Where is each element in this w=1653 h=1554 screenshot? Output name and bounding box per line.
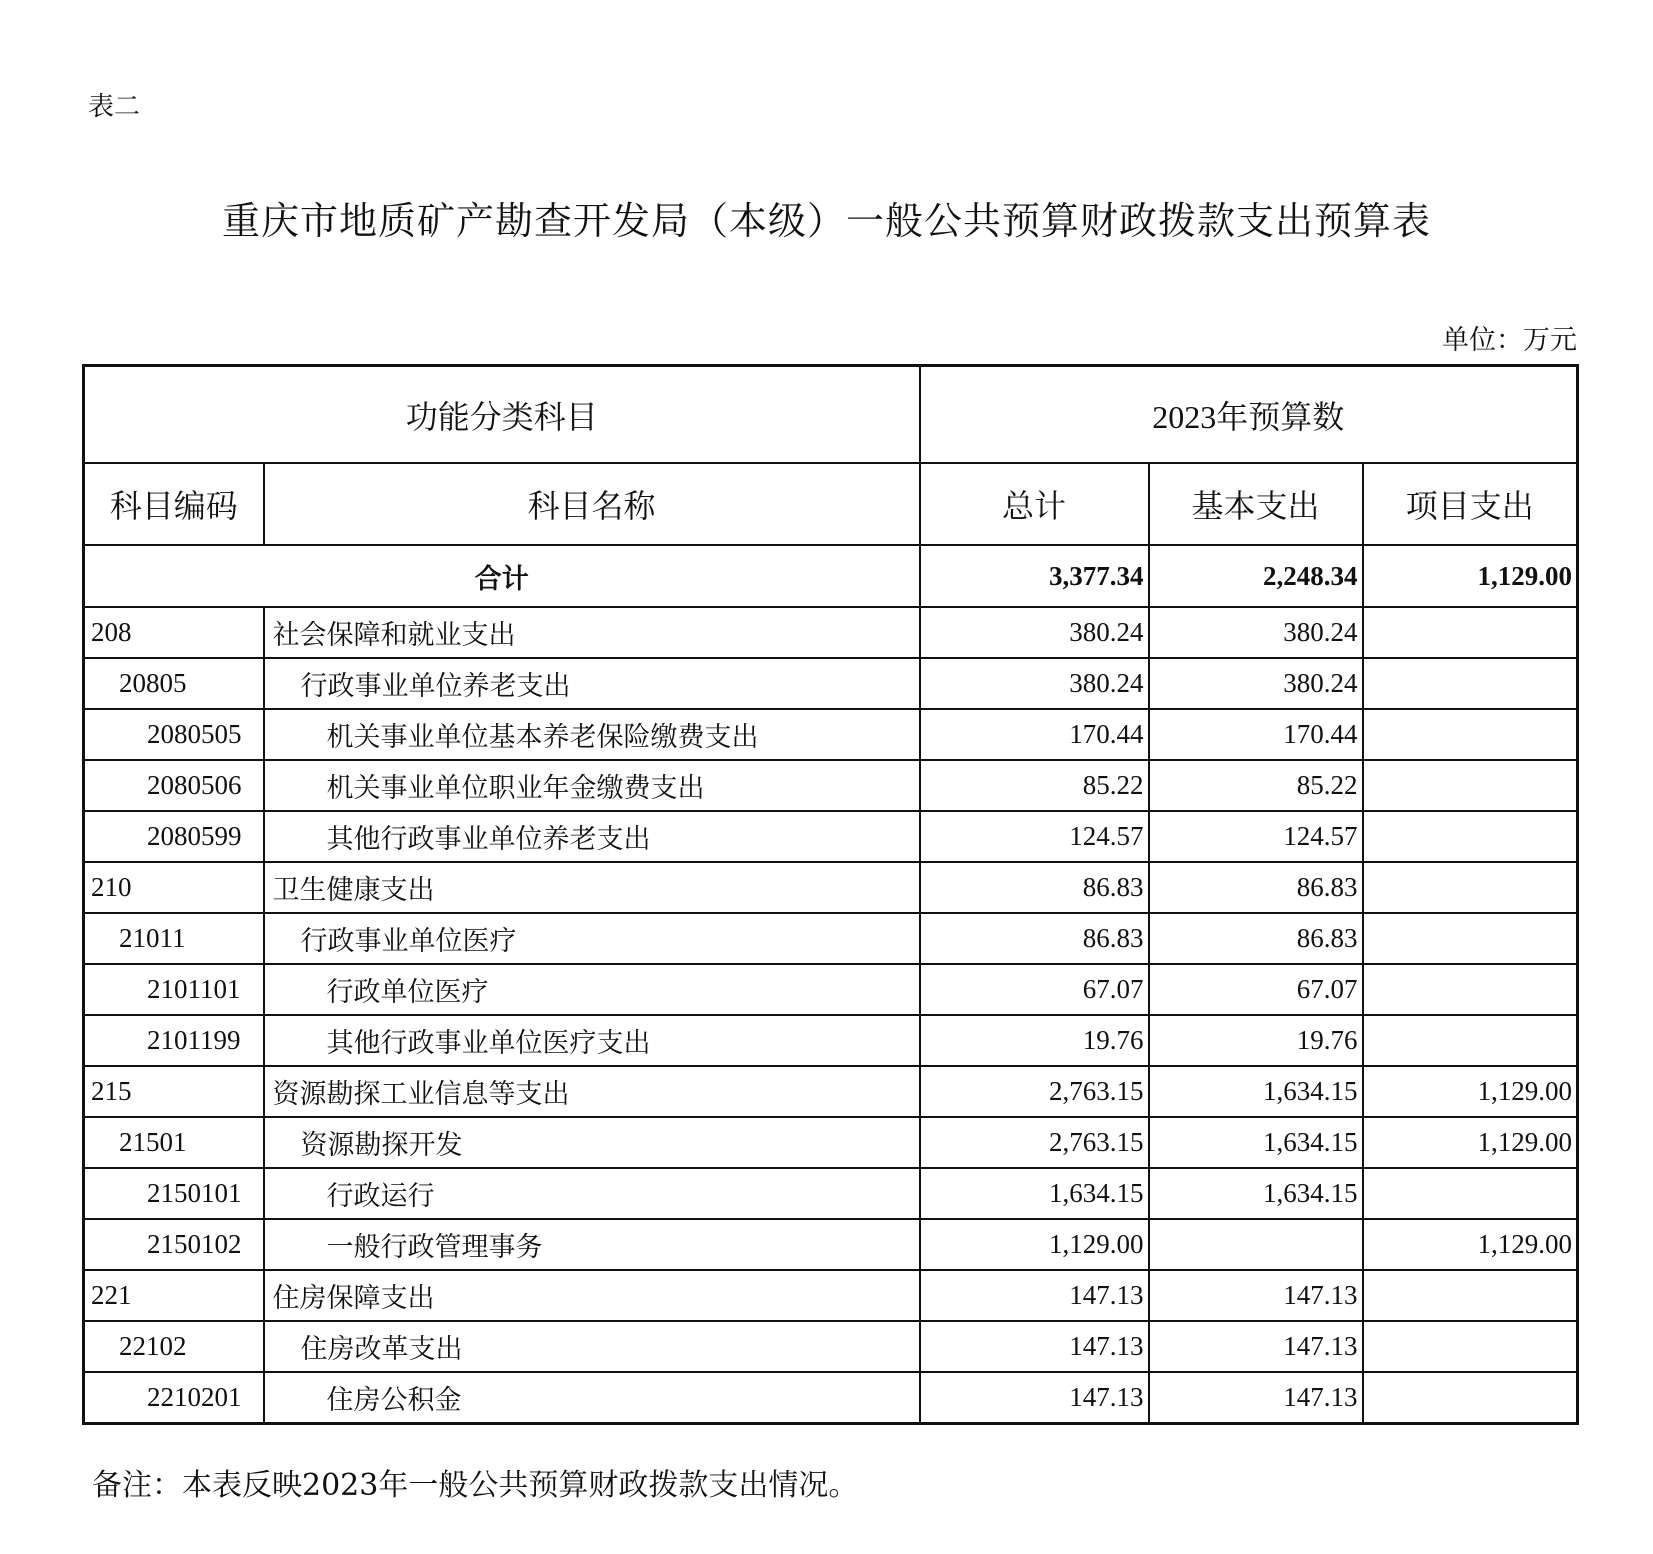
cell-total: 19.76	[920, 1015, 1149, 1066]
cell-basic-expenditure: 124.57	[1149, 811, 1363, 862]
table-row	[84, 1015, 1578, 1066]
cell-subject-code: 2150101	[84, 1168, 264, 1219]
cell-subject-code: 2101101	[84, 964, 264, 1015]
cell-basic-expenditure: 1,634.15	[1149, 1117, 1363, 1168]
cell-subject-name: 行政事业单位医疗	[264, 913, 920, 964]
cell-basic-expenditure: 147.13	[1149, 1321, 1363, 1372]
cell-subject-code: 2080599	[84, 811, 264, 862]
cell-project-expenditure	[1363, 1372, 1578, 1424]
cell-total: 67.07	[920, 964, 1149, 1015]
table-row	[84, 1321, 1578, 1372]
cell-total: 380.24	[920, 607, 1149, 658]
table-row	[84, 1372, 1578, 1424]
total-label: 合计	[84, 545, 920, 607]
cell-subject-name: 住房改革支出	[264, 1321, 920, 1372]
cell-total: 85.22	[920, 760, 1149, 811]
cell-subject-name: 其他行政事业单位养老支出	[264, 811, 920, 862]
total-cell-project: 1,129.00	[1363, 545, 1578, 607]
cell-basic-expenditure: 147.13	[1149, 1270, 1363, 1321]
cell-basic-expenditure: 86.83	[1149, 913, 1363, 964]
cell-total: 86.83	[920, 862, 1149, 913]
cell-subject-code: 208	[84, 607, 264, 658]
header-project-expenditure: 项目支出	[1363, 463, 1578, 545]
table-label: 表二	[88, 92, 141, 122]
table-row	[84, 1270, 1578, 1321]
cell-subject-code: 22102	[84, 1321, 264, 1372]
cell-basic-expenditure: 380.24	[1149, 607, 1363, 658]
cell-basic-expenditure: 1,634.15	[1149, 1168, 1363, 1219]
cell-project-expenditure: 1,129.00	[1363, 1117, 1578, 1168]
remark-note: 备注：本表反映2023年一般公共预算财政拨款支出情况。	[92, 1468, 859, 1503]
header-basic-expenditure: 基本支出	[1149, 463, 1363, 545]
cell-project-expenditure	[1363, 964, 1578, 1015]
cell-subject-name: 一般行政管理事务	[264, 1219, 920, 1270]
cell-basic-expenditure: 19.76	[1149, 1015, 1363, 1066]
cell-basic-expenditure	[1149, 1219, 1363, 1270]
table-row	[84, 964, 1578, 1015]
cell-subject-code: 221	[84, 1270, 264, 1321]
cell-subject-code: 2080505	[84, 709, 264, 760]
cell-subject-name: 资源勘探工业信息等支出	[264, 1066, 920, 1117]
cell-basic-expenditure: 380.24	[1149, 658, 1363, 709]
header-row-group	[84, 366, 1578, 464]
cell-subject-code: 2210201	[84, 1372, 264, 1424]
cell-total: 124.57	[920, 811, 1149, 862]
cell-subject-name: 住房保障支出	[264, 1270, 920, 1321]
header-row-columns	[84, 463, 1578, 545]
cell-project-expenditure	[1363, 1321, 1578, 1372]
cell-total: 147.13	[920, 1270, 1149, 1321]
cell-project-expenditure	[1363, 607, 1578, 658]
cell-project-expenditure	[1363, 1168, 1578, 1219]
cell-basic-expenditure: 170.44	[1149, 709, 1363, 760]
cell-subject-code: 21011	[84, 913, 264, 964]
header-budget-year: 2023年预算数	[920, 366, 1578, 464]
cell-subject-code: 21501	[84, 1117, 264, 1168]
cell-project-expenditure	[1363, 709, 1578, 760]
budget-table	[82, 364, 1579, 1425]
cell-total: 1,129.00	[920, 1219, 1149, 1270]
cell-basic-expenditure: 147.13	[1149, 1372, 1363, 1424]
header-subject-name: 科目名称	[264, 463, 920, 545]
cell-subject-code: 2150102	[84, 1219, 264, 1270]
cell-basic-expenditure: 86.83	[1149, 862, 1363, 913]
table-row	[84, 913, 1578, 964]
header-total: 总计	[920, 463, 1149, 545]
cell-project-expenditure: 1,129.00	[1363, 1066, 1578, 1117]
total-cell-total: 3,377.34	[920, 545, 1149, 607]
cell-basic-expenditure: 85.22	[1149, 760, 1363, 811]
table-row	[84, 607, 1578, 658]
cell-subject-code: 215	[84, 1066, 264, 1117]
total-cell-basic: 2,248.34	[1149, 545, 1363, 607]
cell-total: 380.24	[920, 658, 1149, 709]
table-row	[84, 1168, 1578, 1219]
cell-subject-name: 其他行政事业单位医疗支出	[264, 1015, 920, 1066]
cell-subject-code: 20805	[84, 658, 264, 709]
cell-total: 1,634.15	[920, 1168, 1149, 1219]
cell-project-expenditure	[1363, 760, 1578, 811]
cell-project-expenditure	[1363, 913, 1578, 964]
table-row	[84, 709, 1578, 760]
page-title: 重庆市地质矿产勘查开发局（本级）一般公共预算财政拨款支出预算表	[221, 199, 1431, 243]
cell-project-expenditure: 1,129.00	[1363, 1219, 1578, 1270]
cell-subject-code: 2101199	[84, 1015, 264, 1066]
table-row	[84, 760, 1578, 811]
cell-subject-name: 机关事业单位基本养老保险缴费支出	[264, 709, 920, 760]
cell-project-expenditure	[1363, 862, 1578, 913]
cell-total: 2,763.15	[920, 1066, 1149, 1117]
cell-basic-expenditure: 1,634.15	[1149, 1066, 1363, 1117]
cell-basic-expenditure: 67.07	[1149, 964, 1363, 1015]
cell-subject-name: 行政事业单位养老支出	[264, 658, 920, 709]
table-row	[84, 862, 1578, 913]
cell-subject-name: 住房公积金	[264, 1372, 920, 1424]
header-subject-code: 科目编码	[84, 463, 264, 545]
cell-project-expenditure	[1363, 811, 1578, 862]
cell-subject-code: 210	[84, 862, 264, 913]
cell-subject-name: 机关事业单位职业年金缴费支出	[264, 760, 920, 811]
cell-total: 2,763.15	[920, 1117, 1149, 1168]
cell-project-expenditure	[1363, 1270, 1578, 1321]
cell-subject-name: 社会保障和就业支出	[264, 607, 920, 658]
cell-subject-name: 行政运行	[264, 1168, 920, 1219]
table-row	[84, 811, 1578, 862]
header-function-classification: 功能分类科目	[84, 366, 920, 464]
table-row	[84, 658, 1578, 709]
table-row	[84, 1117, 1578, 1168]
cell-subject-name: 卫生健康支出	[264, 862, 920, 913]
table-row	[84, 1066, 1578, 1117]
total-row	[84, 545, 1578, 607]
unit-label: 单位：万元	[1442, 325, 1577, 356]
cell-subject-name: 行政单位医疗	[264, 964, 920, 1015]
cell-project-expenditure	[1363, 1015, 1578, 1066]
cell-subject-code: 2080506	[84, 760, 264, 811]
cell-total: 170.44	[920, 709, 1149, 760]
cell-total: 86.83	[920, 913, 1149, 964]
cell-total: 147.13	[920, 1321, 1149, 1372]
cell-subject-name: 资源勘探开发	[264, 1117, 920, 1168]
table-row	[84, 1219, 1578, 1270]
cell-total: 147.13	[920, 1372, 1149, 1424]
cell-project-expenditure	[1363, 658, 1578, 709]
